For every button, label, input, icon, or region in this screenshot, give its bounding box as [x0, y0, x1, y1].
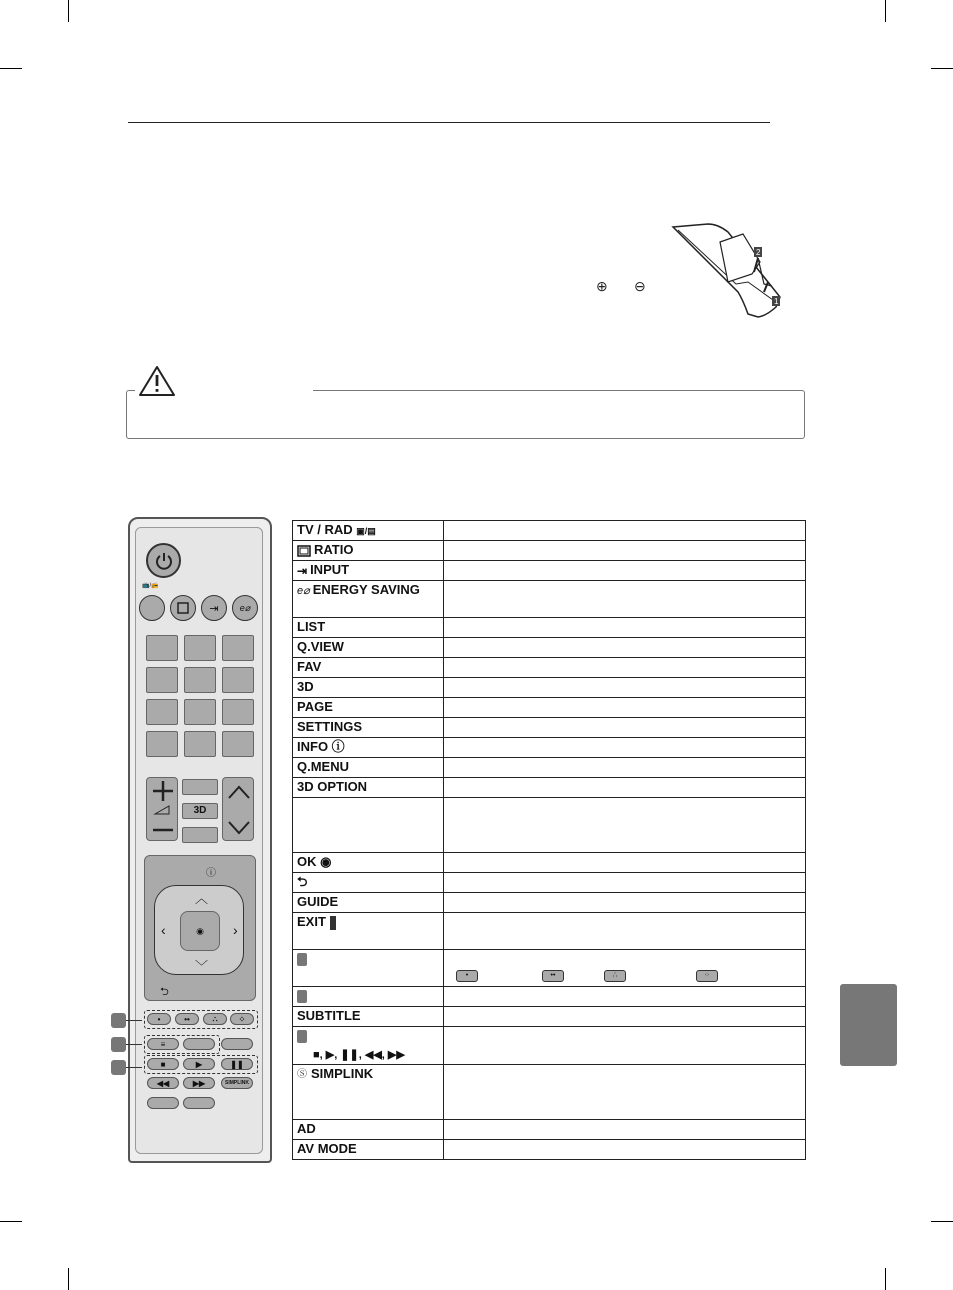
function-key-cell: [293, 1027, 444, 1065]
function-key-label: AV MODE: [297, 1141, 357, 1156]
function-key-label: EXIT: [297, 914, 326, 929]
step-1-label: 1: [774, 297, 779, 306]
crop-mark: [931, 1221, 953, 1222]
table-row: [293, 678, 806, 698]
chapter-tab: [840, 984, 897, 1066]
input-button: [201, 595, 227, 621]
volume-rocker: [146, 777, 178, 841]
function-key-label: ⮌: [297, 874, 308, 889]
table-row: [293, 798, 806, 853]
function-desc-cell: [444, 873, 806, 893]
function-desc-cell: [444, 913, 806, 950]
table-row: [293, 873, 806, 893]
function-key-cell: [293, 638, 444, 658]
function-key-cell: [293, 873, 444, 893]
header-rule: [128, 122, 770, 123]
table-row: [293, 913, 806, 950]
table-row: [293, 638, 806, 658]
ratio-icon: [297, 542, 314, 557]
yellow-button: ∴: [203, 1013, 227, 1025]
3d-icon: 3D: [193, 805, 207, 816]
function-key-cell: [293, 913, 444, 950]
function-key-cell: [293, 1065, 444, 1120]
function-desc-cell: [444, 893, 806, 913]
blue-button: ⁘: [230, 1013, 254, 1025]
input-icon: ⇥: [297, 563, 308, 578]
simplink-button: [221, 1077, 253, 1089]
number-key: [146, 635, 178, 661]
energy-saving-button: [232, 595, 258, 621]
left-arrow-icon: ‹: [161, 922, 166, 938]
table-row: [293, 1065, 806, 1120]
function-key-label: OK ◉: [297, 854, 332, 869]
play-button: ▶: [183, 1058, 215, 1070]
volume-icon: [147, 778, 179, 842]
number-key: [184, 635, 216, 661]
tv-rad-icon: 📺/📻: [142, 583, 159, 589]
number-key: [184, 667, 216, 693]
function-desc-cell: [444, 798, 806, 853]
stop-button: ■: [147, 1058, 179, 1070]
crop-mark: [68, 0, 69, 22]
number-key: [146, 699, 178, 725]
function-key-cell: [293, 778, 444, 798]
rewind-button: ◀◀: [147, 1077, 179, 1089]
ok-button: [180, 911, 220, 951]
function-key-cell: [293, 758, 444, 778]
simplink-logo: Ⓢ: [297, 1068, 308, 1080]
callout-marker: [297, 953, 307, 966]
function-key-label: SETTINGS: [297, 719, 363, 734]
function-key-cell: [293, 853, 444, 873]
function-desc-cell: [444, 1140, 806, 1160]
function-desc-cell: [444, 1007, 806, 1027]
function-desc-cell: [444, 521, 806, 541]
battery-minus-icon: ⊖: [634, 278, 646, 294]
ratio-button: [170, 595, 196, 621]
function-desc-cell: [444, 581, 806, 618]
function-key-cell: [293, 738, 444, 758]
function-key-label: RATIO: [314, 542, 354, 557]
ratio-icon: [176, 601, 190, 615]
down-arrow-icon: ﹀: [195, 959, 209, 974]
battery-plus-icon: ⊕: [596, 278, 608, 294]
function-key-label: INFO ⓘ: [297, 739, 345, 754]
function-key-label: ■, ▶, ❚❚, ◀◀, ▶▶: [313, 1049, 405, 1061]
function-key-cell: [293, 1120, 444, 1140]
teletext-option-button: [183, 1038, 215, 1050]
function-key-cell: [293, 718, 444, 738]
energy-saving-icon: e⌀: [297, 584, 310, 597]
3d-button: [182, 803, 218, 819]
table-row: [293, 618, 806, 638]
back-icon: ⮌: [160, 986, 169, 998]
remote-function-table: [292, 520, 806, 1160]
pause-button: ❚❚: [221, 1058, 253, 1070]
tv-rad-icon: ▣/▤: [356, 525, 376, 536]
warning-icon: [138, 365, 176, 397]
green-button: ••: [175, 1013, 199, 1025]
color-key-icon: •: [456, 970, 478, 982]
callout-3: [111, 1060, 126, 1075]
function-desc-cell: [444, 698, 806, 718]
exit-icon: [326, 914, 339, 929]
table-row: [293, 1120, 806, 1140]
callout-marker: [297, 1030, 307, 1043]
step-2-label: 2: [756, 248, 761, 257]
function-desc-cell: [444, 541, 806, 561]
function-key-cell: [293, 618, 444, 638]
function-key-label: INPUT: [310, 562, 350, 577]
function-key-label: SUBTITLE: [297, 1008, 361, 1023]
function-desc-cell: [444, 618, 806, 638]
function-desc-cell: [444, 658, 806, 678]
function-desc-cell: [444, 778, 806, 798]
crop-mark: [885, 1268, 886, 1290]
function-key-label: FAV: [297, 659, 322, 674]
table-row: [293, 1007, 806, 1027]
callout-line: [126, 1044, 142, 1045]
function-key-label: 3D: [297, 679, 314, 694]
function-key-label: ENERGY SAVING: [312, 582, 420, 597]
table-row: [293, 698, 806, 718]
subtitle-button: [221, 1038, 253, 1050]
table-row: [293, 581, 806, 618]
function-desc-cell: [444, 561, 806, 581]
right-arrow-icon: ›: [233, 922, 238, 938]
crop-mark: [885, 0, 886, 22]
function-key-label: Q.VIEW: [297, 639, 344, 654]
function-key-label: SIMPLINK: [311, 1066, 374, 1081]
av-mode-button: [183, 1097, 215, 1109]
table-row: [293, 987, 806, 1007]
function-key-label: Q.MENU: [297, 759, 349, 774]
up-arrow-icon: ︿: [195, 891, 209, 906]
power-button: [146, 543, 181, 578]
channel-arrows-icon: [223, 778, 255, 842]
table-row: [293, 893, 806, 913]
table-row: [293, 853, 806, 873]
function-key-cell: [293, 678, 444, 698]
table-row: [293, 950, 806, 987]
table-row: [293, 541, 806, 561]
function-desc-cell: [444, 987, 806, 1007]
function-key-cell: [293, 987, 444, 1007]
center-key: [182, 779, 218, 795]
function-key-cell: [293, 521, 444, 541]
crop-mark: [0, 1221, 22, 1222]
table-row: [293, 738, 806, 758]
function-desc-cell: [444, 853, 806, 873]
simplink-logo: SIMPLINK: [225, 1080, 249, 1086]
energy-saving-icon: e⌀: [239, 602, 251, 613]
function-key-label: GUIDE: [297, 894, 339, 909]
callout-2: [111, 1037, 126, 1052]
table-row: [293, 778, 806, 798]
function-desc-cell: [444, 950, 806, 987]
table-row: [293, 521, 806, 541]
number-key: [146, 731, 178, 757]
red-button: •: [147, 1013, 171, 1025]
caution-box: [126, 390, 805, 439]
number-key: [222, 635, 254, 661]
function-desc-cell: [444, 678, 806, 698]
callout-line: [126, 1067, 142, 1068]
function-key-label: 3D OPTION: [297, 779, 368, 794]
table-row: [293, 718, 806, 738]
function-desc-cell: [444, 738, 806, 758]
power-icon: [154, 551, 174, 571]
function-desc-cell: [444, 1120, 806, 1140]
number-key: [222, 699, 254, 725]
function-key-cell: [293, 1140, 444, 1160]
function-desc-cell: [444, 718, 806, 738]
function-desc-cell: [444, 1027, 806, 1065]
battery-cover-figure: [668, 222, 788, 322]
number-key: [184, 699, 216, 725]
table-row: [293, 1027, 806, 1065]
function-key-label: LIST: [297, 619, 326, 634]
function-key-label: PAGE: [297, 699, 333, 714]
remote-control-illustration: [128, 517, 272, 1163]
color-key-icon: ••: [542, 970, 564, 982]
color-key-icon: ∴: [604, 970, 626, 982]
function-desc-cell: [444, 758, 806, 778]
function-key-cell: [293, 658, 444, 678]
channel-rocker: [222, 777, 254, 841]
input-icon: ⇥: [209, 602, 219, 615]
crop-mark: [931, 68, 953, 69]
function-key-label: TV / RAD: [297, 522, 353, 537]
number-key: [222, 667, 254, 693]
callout-line: [126, 1020, 142, 1021]
ad-button: [147, 1097, 179, 1109]
function-key-cell: [293, 1007, 444, 1027]
mute-button: [182, 827, 218, 843]
function-key-cell: [293, 798, 444, 853]
number-key: [184, 731, 216, 757]
ok-icon: ◉: [196, 925, 204, 936]
function-key-cell: [293, 893, 444, 913]
table-row: [293, 1140, 806, 1160]
callout-1: [111, 1013, 126, 1028]
fast-forward-button: ▶▶: [183, 1077, 215, 1089]
callout-marker: [297, 990, 307, 1003]
function-desc-cell: [444, 1065, 806, 1120]
tv-rad-button: [139, 595, 165, 621]
table-row: [293, 758, 806, 778]
function-key-cell: [293, 698, 444, 718]
function-key-label: AD: [297, 1121, 316, 1136]
crop-mark: [68, 1268, 69, 1290]
nav-pad: [154, 885, 244, 975]
function-key-cell: [293, 561, 444, 581]
color-key-icon: ⁘: [696, 970, 718, 982]
teletext-button: ≡: [147, 1038, 179, 1050]
number-key: [146, 667, 178, 693]
function-desc-cell: [444, 638, 806, 658]
info-icon: ⓘ: [206, 868, 216, 879]
function-key-cell: [293, 950, 444, 987]
crop-mark: [0, 68, 22, 69]
function-key-cell: [293, 541, 444, 561]
table-row: [293, 658, 806, 678]
function-key-cell: [293, 581, 444, 618]
table-row: [293, 561, 806, 581]
number-key: [222, 731, 254, 757]
